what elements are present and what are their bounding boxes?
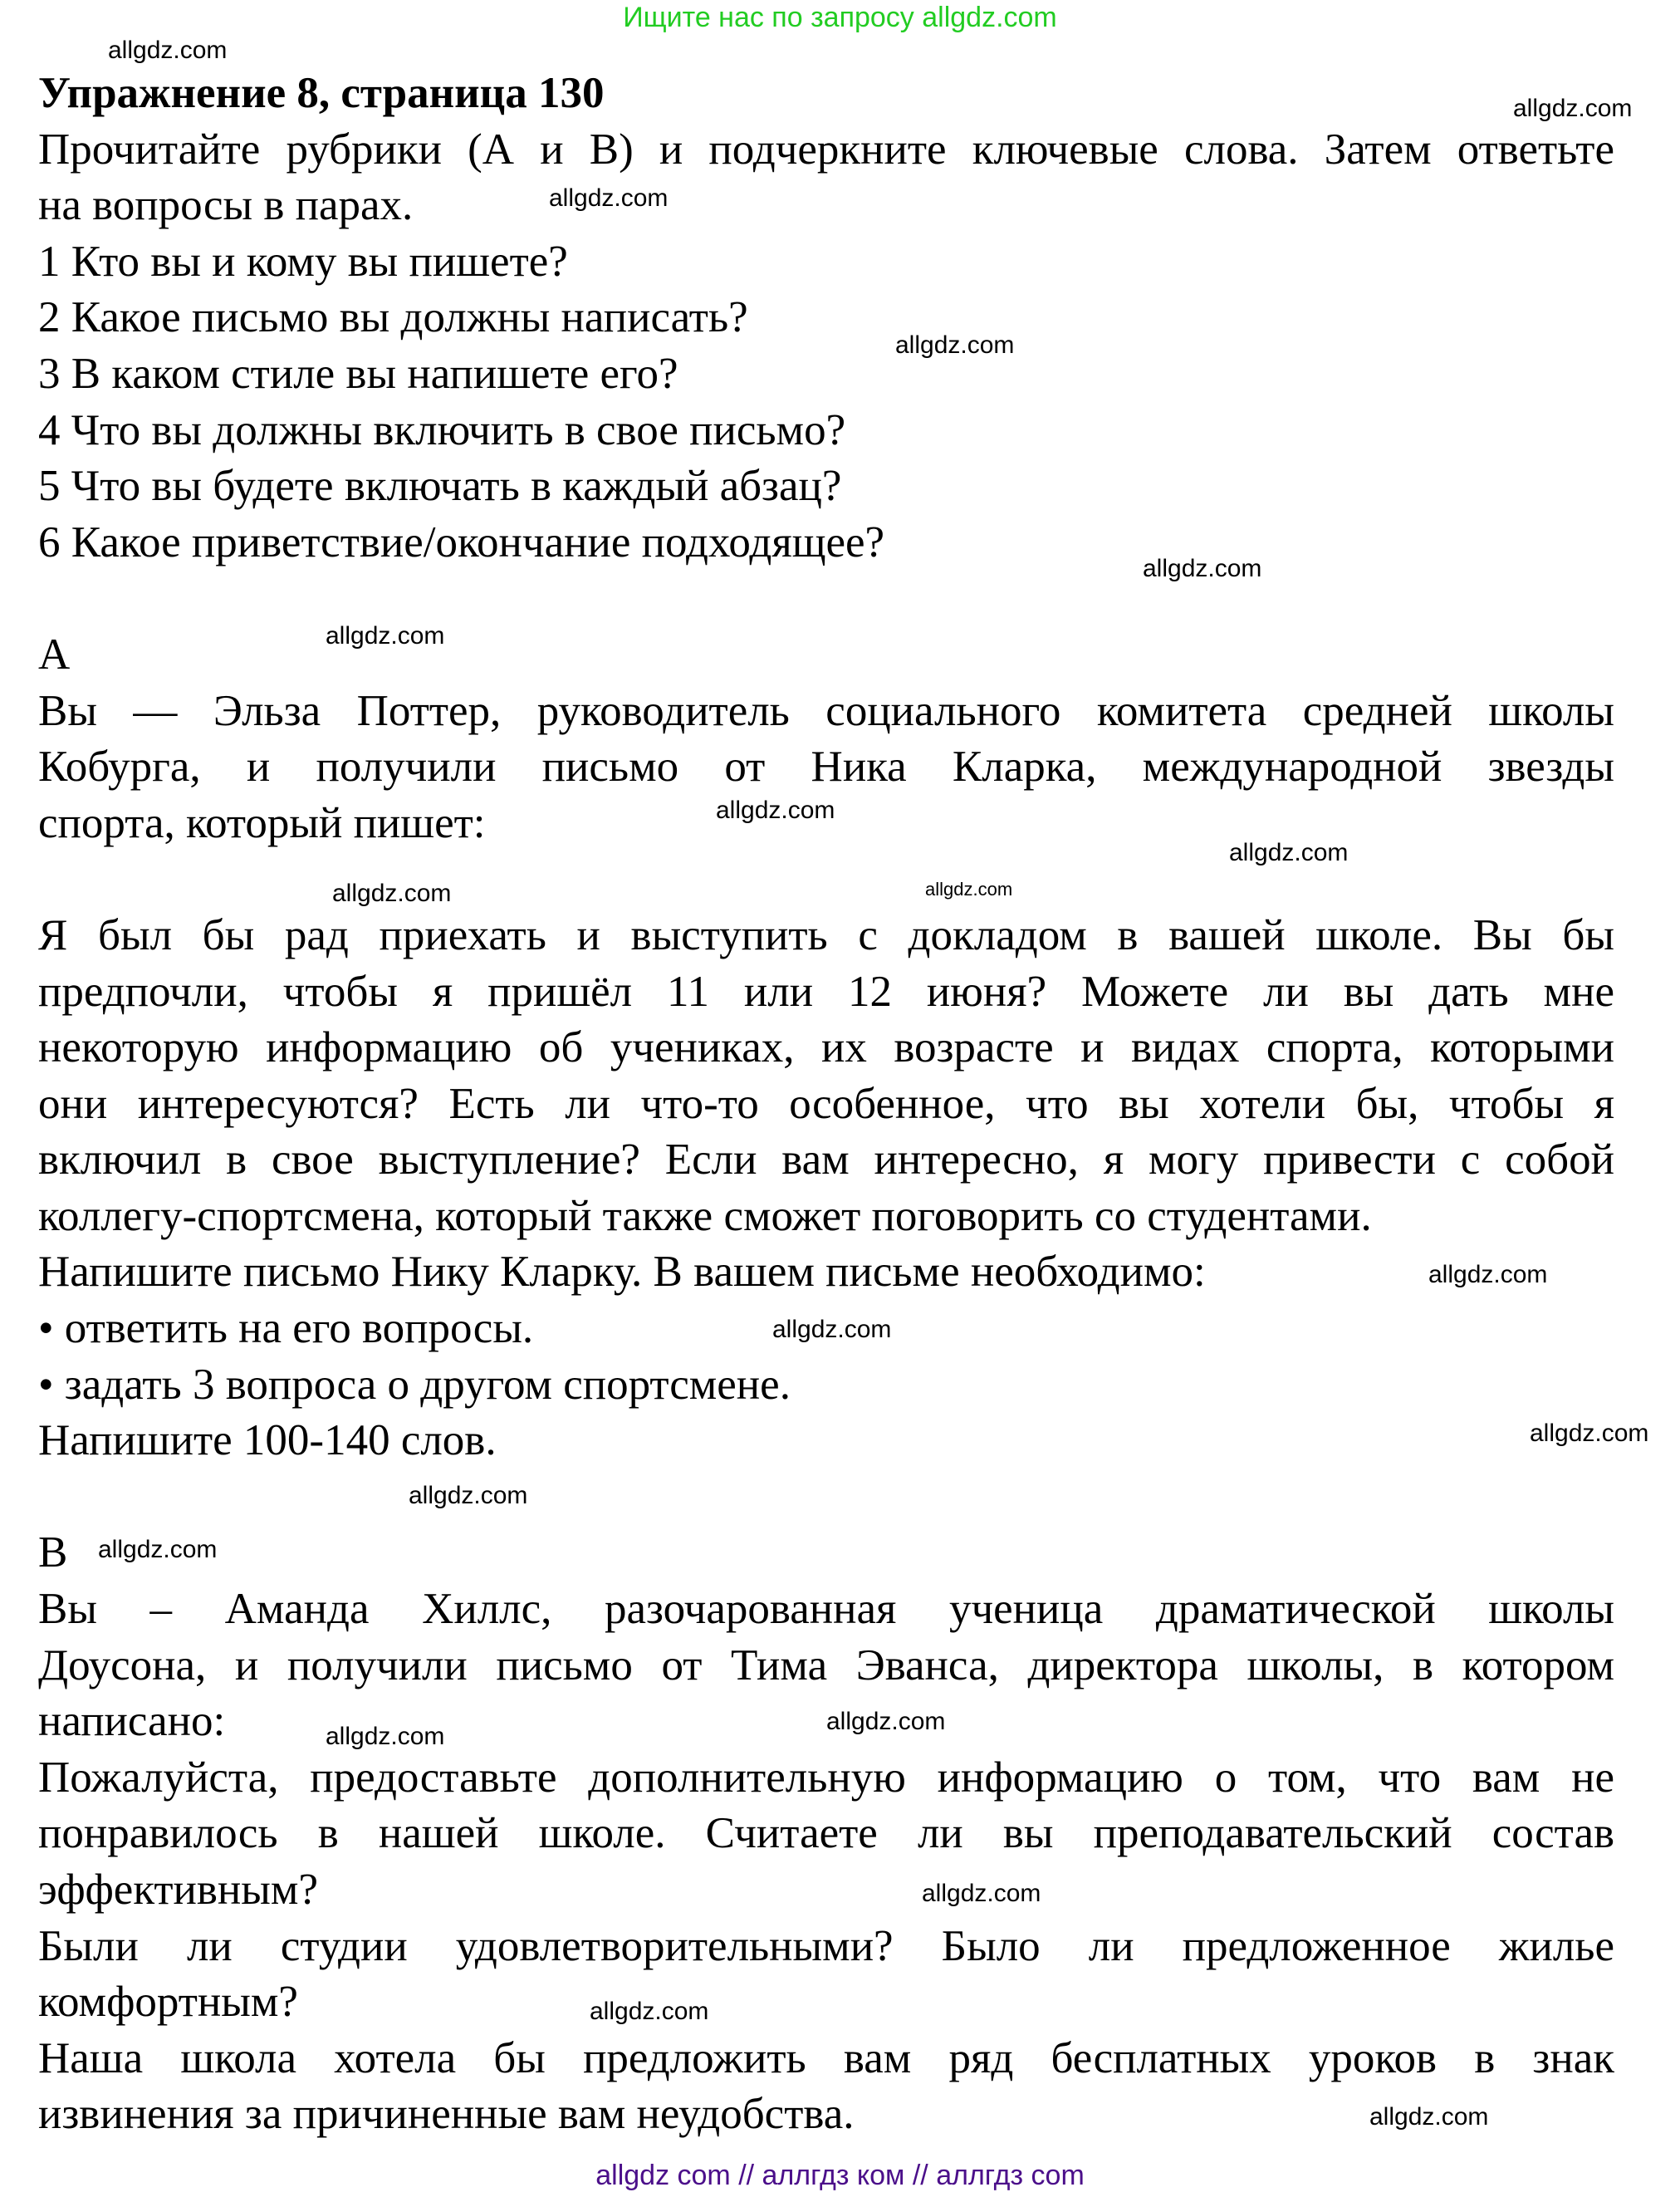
watermark: allgdz.com — [925, 879, 1013, 900]
watermark: allgdz.com — [332, 880, 452, 907]
watermark: allgdz.com — [772, 1316, 892, 1343]
watermark: allgdz.com — [1513, 95, 1633, 122]
text-line: предпочли, чтобы я пришёл 11 или 12 июня? Можете ли вы дать мне — [38, 967, 1614, 1016]
watermark: allgdz.com — [716, 797, 835, 824]
text-line: Напишите 100-140 слов. — [38, 1416, 497, 1465]
text-line: Я был бы рад приехать и выступить с докладом в вашей школе. Вы бы — [38, 910, 1614, 959]
text-line: написано: — [38, 1697, 226, 1746]
search-banner: Ищите нас по запросу allgdz.com — [623, 2, 1057, 33]
text-line: Напишите письмо Нику Кларку. В вашем письме необходимо: — [38, 1248, 1206, 1297]
watermark: allgdz.com — [549, 184, 669, 212]
watermark: allgdz.com — [895, 331, 1015, 359]
text-line: они интересуются? Есть ли что-то особенное, что вы хотели бы, чтобы я — [38, 1079, 1614, 1128]
text-line: эффективным? — [38, 1866, 318, 1914]
text-line: 1 Кто вы и кому вы пишете? — [38, 237, 568, 286]
blank-line — [38, 851, 1614, 908]
watermark: allgdz.com — [326, 622, 445, 650]
footer-links: allgdz com // аллгдз ком // аллгдз com — [595, 2160, 1085, 2191]
text-line: Кобурга, и получили письмо от Ника Кларка, международной звезды — [38, 743, 1614, 792]
watermark: allgdz.com — [590, 1998, 709, 2025]
text-line: 2 Какое письмо вы должны написать? — [38, 293, 748, 342]
text-line: 6 Какое приветствие/окончание подходящее? — [38, 517, 885, 566]
text-line: 5 Что вы будете включать в каждый абзац? — [38, 462, 842, 511]
text-line: A — [38, 630, 71, 679]
watermark: allgdz.com — [826, 1708, 946, 1735]
text-line: коллегу-спортсмена, который также сможет поговорить со студентами. — [38, 1191, 1372, 1240]
watermark: allgdz.com — [98, 1536, 218, 1563]
text-line: включил в свое выступление? Если вам интересно, я могу привести с собой — [38, 1135, 1614, 1184]
text-line: B — [38, 1528, 68, 1577]
text-line: Вы – Аманда Хиллс, разочарованная ученица драматической школы — [38, 1585, 1614, 1634]
text-line: некоторую информацию об учениках, их возрасте и видах спорта, которыми — [38, 1023, 1614, 1072]
text-line: на вопросы в парах. — [38, 181, 414, 230]
text-line: спорта, который пишет: — [38, 798, 486, 847]
text-line: • ответить на его вопросы. — [38, 1304, 534, 1353]
watermark: allgdz.com — [1428, 1261, 1548, 1288]
text-line: Доусона, и получили письмо от Тима Эванса, директора школы, в котором — [38, 1640, 1614, 1689]
blank-line — [38, 571, 1614, 627]
blank-line — [38, 1469, 1614, 1526]
watermark: allgdz.com — [1143, 555, 1262, 582]
watermark: allgdz.com — [922, 1880, 1041, 1907]
watermark: allgdz.com — [1369, 2103, 1489, 2131]
text-line: Прочитайте рубрики (А и В) и подчеркните ключевые слова. Затем ответьте — [38, 125, 1614, 174]
text-line: Пожалуйста, предоставьте дополнительную информацию о том, что вам не — [38, 1753, 1614, 1802]
watermark: allgdz.com — [1229, 839, 1349, 866]
watermark: allgdz.com — [1530, 1420, 1649, 1447]
text-line: • задать 3 вопроса о другом спортсмене. — [38, 1360, 791, 1409]
watermark: allgdz.com — [409, 1482, 528, 1509]
text-line: 3 В каком стиле вы напишете его? — [38, 349, 678, 398]
text-line: 4 Что вы должны включить в свое письмо? — [38, 405, 846, 454]
text-line: Были ли студии удовлетворительными? Было ли предложенное жилье — [38, 1921, 1614, 1970]
text-line: Наша школа хотела бы предложить вам ряд бесплатных уроков в знак — [38, 2033, 1614, 2082]
exercise-text — [38, 66, 1614, 2143]
watermark: allgdz.com — [326, 1723, 445, 1750]
text-line: понравилось в нашей школе. Считаете ли вы преподавательский состав — [38, 1809, 1614, 1858]
watermark: allgdz.com — [108, 37, 228, 64]
text-line: Вы — Эльза Поттер, руководитель социального комитета средней школы — [38, 686, 1614, 735]
text-line: извинения за причиненные вам неудобства. — [38, 2090, 855, 2139]
text-line: комфортным? — [38, 1978, 298, 2027]
page-title: Упражнение 8, страница 130 — [38, 69, 605, 117]
